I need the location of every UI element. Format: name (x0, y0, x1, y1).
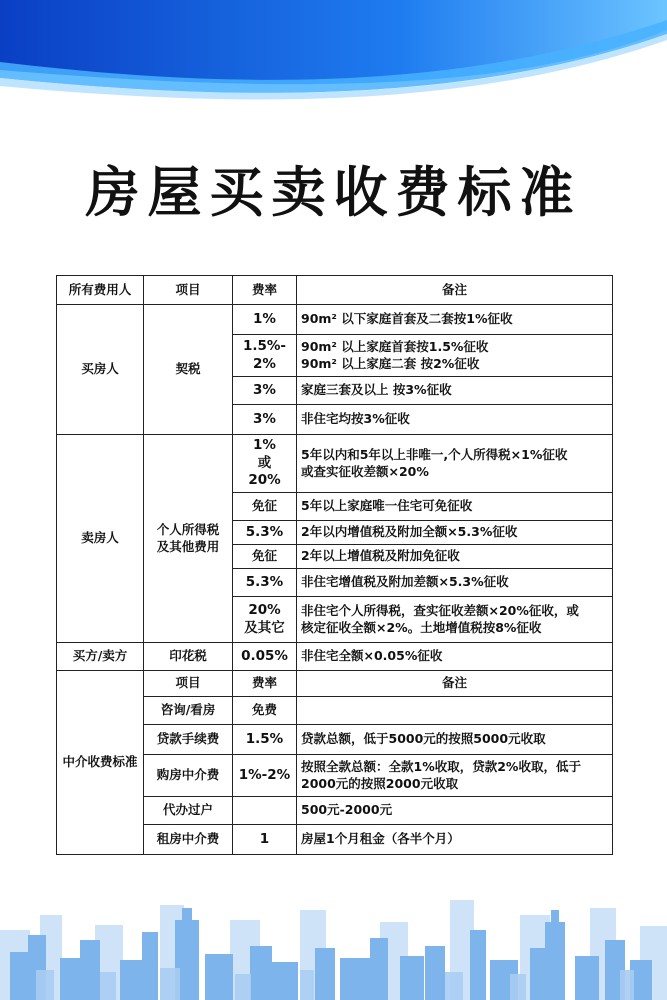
item-income-tax (144, 435, 233, 643)
note-cell: 5年以上家庭唯一住宅可免征收 (297, 493, 613, 521)
note-cell (297, 435, 613, 493)
rate-cell (233, 797, 297, 825)
note-cell: 非住宅增值税及附加差额×5.3%征收 (297, 569, 613, 597)
rate-cell: 3% (233, 377, 297, 405)
payer-buyer: 买房人 (57, 305, 144, 435)
note-line: 核定征收全额×2%。土地增值税按8%征收 (301, 619, 542, 635)
item-cell: 贷款手续费 (144, 725, 233, 755)
note-cell: 90m² 以下家庭首套及二套按1%征收 (297, 305, 613, 335)
header-rate: 费率 (233, 276, 297, 305)
note-line: 90m² 以上家庭首套按1.5%征收 (301, 339, 489, 355)
rate-cell: 免征 (233, 545, 297, 569)
item-cell: 代办过户 (144, 797, 233, 825)
header-note: 备注 (297, 276, 613, 305)
table-header-row (57, 276, 613, 305)
note-line: 5年以内和5年以上非唯一,个人所得税×1%征收 (301, 447, 568, 463)
item-cell: 购房中介费 (144, 755, 233, 797)
item-deed-tax: 契税 (144, 305, 233, 435)
note-cell (297, 597, 613, 643)
header-item: 项目 (144, 276, 233, 305)
rate-cell (233, 597, 297, 643)
table-row (57, 643, 613, 671)
item-cell: 咨询/看房 (144, 697, 233, 725)
rate-cell: 1%-2% (233, 755, 297, 797)
rate-cell: 3% (233, 405, 297, 435)
note-line: 非住宅个人所得税，查实征收差额×20%征收，或 (301, 603, 579, 619)
note-line: 按照全款总额：全款1%收取，贷款2%收取，低于 (301, 759, 581, 775)
rate-cell: 0.05% (233, 643, 297, 671)
note-cell: 房屋1个月租金（各半个月） (297, 825, 613, 855)
rate-line: 及其它 (244, 619, 285, 636)
note-cell (297, 335, 613, 377)
note-cell: 2年以上增值税及附加免征收 (297, 545, 613, 569)
note-cell (297, 697, 613, 725)
table-row (57, 305, 613, 335)
note-cell (297, 755, 613, 797)
note-cell: 家庭三套及以上 按3%征收 (297, 377, 613, 405)
rate-cell: 免征 (233, 493, 297, 521)
top-banner-decoration (0, 0, 667, 110)
table-row (57, 435, 613, 493)
rate-line: 20% (248, 601, 281, 618)
subheader-rate: 费率 (233, 671, 297, 697)
note-cell: 非住宅全额×0.05%征收 (297, 643, 613, 671)
rate-line: 20% (248, 472, 281, 489)
item-stamp-tax: 印花税 (144, 643, 233, 671)
note-cell: 500元-2000元 (297, 797, 613, 825)
page-title: 房屋买卖收费标准 (85, 161, 582, 224)
rate-cell: 5.3% (233, 521, 297, 545)
payer-seller: 卖房人 (57, 435, 144, 643)
rate-cell: 1.5% (233, 725, 297, 755)
rate-line: 1% (253, 437, 276, 454)
payer-both: 买方/卖方 (57, 643, 144, 671)
note-cell: 贷款总额，低于5000元的按照5000元收取 (297, 725, 613, 755)
subheader-item: 项目 (144, 671, 233, 697)
note-line: 90m² 以上家庭二套 按2%征收 (301, 355, 480, 371)
note-cell: 2年以内增值税及附加全额×5.3%征收 (297, 521, 613, 545)
table-row (57, 671, 613, 697)
subheader-note: 备注 (297, 671, 613, 697)
note-cell: 非住宅均按3%征收 (297, 405, 613, 435)
rate-line: 或 (257, 454, 272, 471)
rate-cell: 1% (233, 305, 297, 335)
payer-agency: 中介收费标准 (57, 671, 144, 855)
rate-cell: 5.3% (233, 569, 297, 597)
header-payer: 所有费用人 (57, 276, 144, 305)
rate-cell: 1 (233, 825, 297, 855)
city-skyline-decoration (0, 860, 667, 1000)
note-line: 2000元的按照2000元收取 (301, 775, 459, 791)
fee-table (56, 275, 613, 855)
item-cell: 租房中介费 (144, 825, 233, 855)
note-line: 或查实征收差额×20% (301, 463, 429, 479)
rate-cell: 免费 (233, 697, 297, 725)
rate-cell (233, 435, 297, 493)
item-line: 个人所得税 (156, 522, 220, 538)
item-line: 及其他费用 (156, 538, 220, 554)
rate-cell: 1.5%-2% (233, 335, 297, 377)
